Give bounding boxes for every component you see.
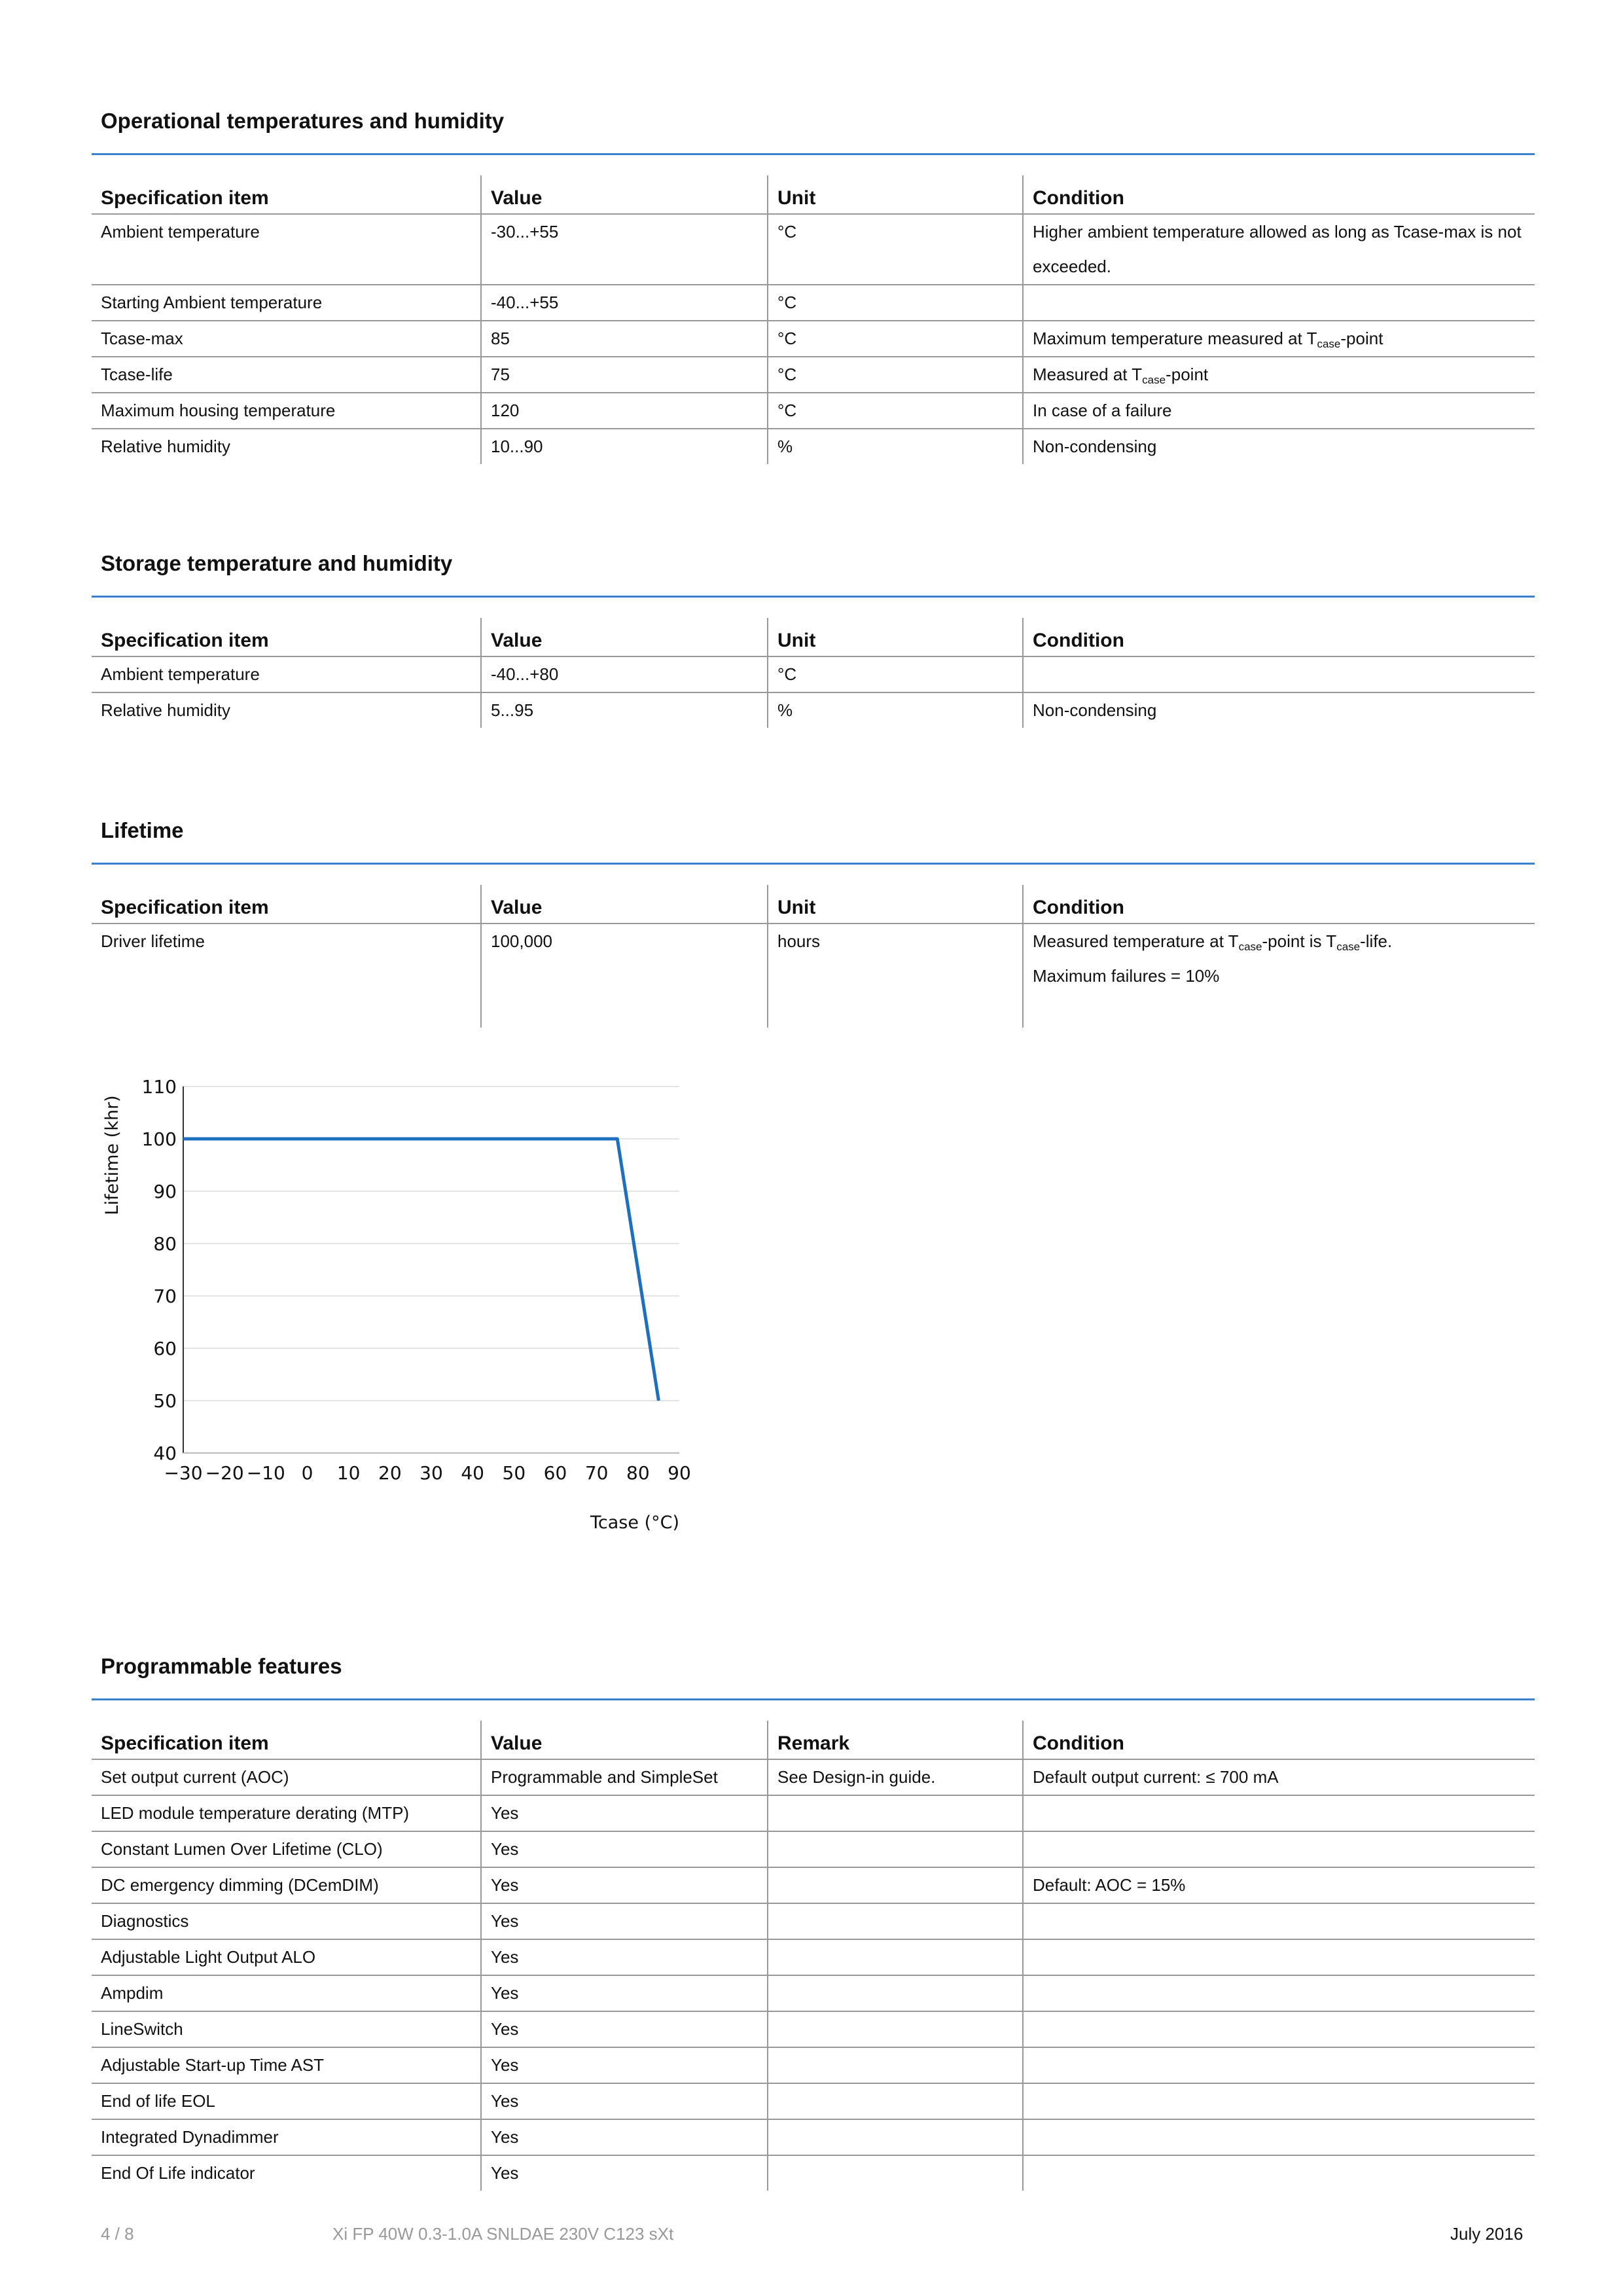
spec-condition — [1023, 1975, 1535, 2011]
condition-text: Maximum failures = 10% — [1033, 966, 1220, 986]
spec-condition — [1023, 656, 1535, 692]
product-name: Xi FP 40W 0.3-1.0A SNLDAE 230V C123 sXt — [332, 2224, 674, 2244]
section-title-lifetime: Lifetime — [101, 818, 184, 842]
table-header-row — [92, 885, 1535, 924]
spec-item: Driver lifetime — [101, 931, 205, 951]
spec-unit: % — [768, 429, 1023, 464]
x-tick-label: 40 — [461, 1462, 484, 1484]
table-row — [92, 1867, 1535, 1903]
column-header: Value — [481, 175, 768, 214]
spec-value: Yes — [481, 2119, 768, 2155]
spec-condition — [1023, 321, 1535, 357]
spec-condition: Default: AOC = 15% — [1023, 1867, 1535, 1903]
x-tick-label: 80 — [626, 1462, 650, 1484]
spec-remark — [768, 1903, 1023, 1939]
y-tick-label: 60 — [153, 1338, 177, 1359]
spec-item: Relative humidity — [101, 700, 230, 720]
x-tick-label: −10 — [246, 1462, 285, 1484]
table-row — [92, 1903, 1535, 1939]
spec-item: Ambient temperature — [92, 656, 481, 692]
x-tick-label: 50 — [502, 1462, 526, 1484]
lifetime-series-line — [183, 1139, 658, 1401]
table-row — [92, 656, 1535, 692]
spec-item: End of life EOL — [92, 2083, 481, 2119]
spec-condition: Non-condensing — [1023, 692, 1535, 728]
column-header: Condition — [1023, 1721, 1535, 1759]
spec-unit: °C — [768, 393, 1023, 429]
spec-value: Programmable and SimpleSet — [481, 1759, 768, 1795]
spec-item: Starting Ambient temperature — [92, 285, 481, 321]
x-tick-label: 60 — [543, 1462, 567, 1484]
lifetime-table — [92, 885, 1535, 1028]
y-tick-label: 50 — [153, 1390, 177, 1412]
spec-condition — [1023, 2083, 1535, 2119]
spec-item: Adjustable Light Output ALO — [92, 1939, 481, 1975]
table-row — [92, 285, 1535, 321]
spec-value: -30...+55 — [481, 214, 768, 285]
spec-remark — [768, 1831, 1023, 1867]
spec-item: Maximum housing temperature — [92, 393, 481, 429]
spec-value: Yes — [481, 1795, 768, 1831]
spec-value: 85 — [481, 321, 768, 357]
y-tick-label: 40 — [153, 1443, 177, 1464]
lifetime-chart — [92, 1060, 720, 1545]
subscript: case — [1142, 374, 1166, 386]
section-title-programmable: Programmable features — [101, 1654, 342, 1678]
table-row — [92, 1939, 1535, 1975]
spec-condition — [1023, 2155, 1535, 2191]
table-row — [92, 2083, 1535, 2119]
spec-remark — [768, 2047, 1023, 2083]
spec-item: Ambient temperature — [92, 214, 481, 285]
table-row — [92, 2155, 1535, 2191]
table-header-row — [92, 1721, 1535, 1759]
spec-unit: °C — [768, 357, 1023, 393]
condition-text: Measured at T — [1033, 365, 1143, 384]
spec-condition: In case of a failure — [1023, 393, 1535, 429]
table-row — [92, 924, 1535, 1028]
column-header: Specification item — [92, 1721, 481, 1759]
spec-value: -40...+55 — [481, 285, 768, 321]
table-header-row — [92, 175, 1535, 214]
x-axis-label: Tcase (°C) — [590, 1513, 679, 1533]
spec-remark: See Design-in guide. — [768, 1759, 1023, 1795]
spec-value: 75 — [481, 357, 768, 393]
table-row — [92, 429, 1535, 464]
condition-text: -point is T — [1262, 931, 1337, 951]
spec-value: 10...90 — [481, 429, 768, 464]
spec-value: Yes — [481, 2155, 768, 2191]
spec-value: Yes — [481, 1831, 768, 1867]
condition-text: -life. — [1360, 931, 1393, 951]
spec-condition — [1023, 1939, 1535, 1975]
spec-unit: °C — [768, 285, 1023, 321]
column-header: Value — [481, 1721, 768, 1759]
spec-remark — [768, 1975, 1023, 2011]
spec-item: Ampdim — [92, 1975, 481, 2011]
x-tick-label: 30 — [419, 1462, 443, 1484]
spec-value: 100,000 — [481, 924, 768, 1028]
x-tick-label: 0 — [301, 1462, 313, 1484]
x-tick-label: 70 — [584, 1462, 609, 1484]
y-tick-label: 90 — [153, 1181, 177, 1202]
page-number: 4 / 8 — [101, 2224, 134, 2244]
spec-item: Integrated Dynadimmer — [92, 2119, 481, 2155]
column-header: Specification item — [92, 885, 481, 924]
table-row — [92, 2119, 1535, 2155]
spec-condition — [1023, 924, 1535, 1028]
spec-value: 120 — [481, 393, 768, 429]
spec-item: Tcase-max — [92, 321, 481, 357]
table-row — [92, 692, 1535, 728]
column-header: Remark — [768, 1721, 1023, 1759]
x-tick-label: −30 — [164, 1462, 203, 1484]
spec-remark — [768, 1867, 1023, 1903]
column-header: Unit — [768, 618, 1023, 656]
section-title-operational: Operational temperatures and humidity — [101, 109, 505, 133]
spec-unit: °C — [768, 214, 1023, 285]
table-row — [92, 1975, 1535, 2011]
spec-item: Relative humidity — [101, 437, 230, 456]
column-header: Value — [481, 618, 768, 656]
chart-series — [183, 1139, 658, 1401]
table-row — [92, 1831, 1535, 1867]
table-row — [92, 214, 1535, 285]
condition-text: -point — [1166, 365, 1209, 384]
chart-axes — [183, 1086, 679, 1453]
x-tick-label: 90 — [668, 1462, 691, 1484]
section-divider — [92, 863, 1535, 865]
spec-value: Yes — [481, 1939, 768, 1975]
spec-value: 5...95 — [481, 692, 768, 728]
column-header: Specification item — [92, 618, 481, 656]
spec-condition — [1023, 2047, 1535, 2083]
y-axis-label: Lifetime (khr) — [102, 1095, 122, 1215]
spec-condition — [1023, 1903, 1535, 1939]
chart-grid — [183, 1086, 679, 1453]
spec-remark — [768, 1795, 1023, 1831]
column-header: Value — [481, 885, 768, 924]
section-divider — [92, 1698, 1535, 1700]
column-header: Condition — [1023, 175, 1535, 214]
table-row — [92, 393, 1535, 429]
spec-value: -40...+80 — [481, 656, 768, 692]
storage-table — [92, 618, 1535, 728]
document-date: July 2016 — [1450, 2224, 1524, 2244]
spec-unit: °C — [768, 656, 1023, 692]
table-header-row — [92, 618, 1535, 656]
table-row — [92, 321, 1535, 357]
subscript: case — [1238, 941, 1262, 953]
spec-item: End Of Life indicator — [101, 2163, 255, 2183]
spec-item: Set output current (AOC) — [92, 1759, 481, 1795]
column-header: Specification item — [92, 175, 481, 214]
column-header: Condition — [1023, 885, 1535, 924]
spec-remark — [768, 2155, 1023, 2191]
subscript: case — [1336, 941, 1361, 953]
spec-value: Yes — [481, 2083, 768, 2119]
spec-condition — [1023, 1831, 1535, 1867]
column-header: Unit — [768, 175, 1023, 214]
spec-remark — [768, 2011, 1023, 2047]
table-row — [92, 2011, 1535, 2047]
spec-value: Yes — [481, 2011, 768, 2047]
spec-value: Yes — [481, 1975, 768, 2011]
spec-condition — [1023, 2011, 1535, 2047]
spec-item: DC emergency dimming (DCemDIM) — [92, 1867, 481, 1903]
spec-unit: hours — [768, 924, 1023, 1028]
y-tick-label: 70 — [153, 1285, 177, 1307]
x-tick-label: 10 — [336, 1462, 361, 1484]
section-title-storage: Storage temperature and humidity — [101, 551, 453, 575]
x-tick-label: 20 — [378, 1462, 402, 1484]
section-divider — [92, 153, 1535, 155]
spec-value: Yes — [481, 2047, 768, 2083]
spec-remark — [768, 2119, 1023, 2155]
spec-condition — [1023, 2119, 1535, 2155]
x-tick-labels — [164, 1462, 690, 1484]
y-tick-labels — [142, 1076, 177, 1464]
spec-condition: Non-condensing — [1023, 429, 1535, 464]
condition-text: Maximum temperature measured at T — [1033, 329, 1317, 348]
spec-item: Diagnostics — [92, 1903, 481, 1939]
spec-item: LineSwitch — [92, 2011, 481, 2047]
spec-value: Yes — [481, 1903, 768, 1939]
spec-unit: % — [768, 692, 1023, 728]
spec-item: Constant Lumen Over Lifetime (CLO) — [92, 1831, 481, 1867]
spec-condition — [1023, 357, 1535, 393]
table-row — [92, 1759, 1535, 1795]
spec-remark — [768, 2083, 1023, 2119]
spec-condition — [1023, 285, 1535, 321]
spec-value: Yes — [481, 1867, 768, 1903]
y-tick-label: 110 — [141, 1076, 177, 1098]
table-row — [92, 2047, 1535, 2083]
condition-text: Measured temperature at T — [1033, 931, 1239, 951]
section-divider — [92, 596, 1535, 598]
table-row — [92, 357, 1535, 393]
y-tick-label: 80 — [153, 1233, 177, 1255]
table-row — [92, 1795, 1535, 1831]
column-header: Unit — [768, 885, 1023, 924]
programmable-table — [92, 1721, 1535, 2191]
spec-item: Adjustable Start-up Time AST — [92, 2047, 481, 2083]
y-tick-label: 100 — [141, 1128, 177, 1150]
operational-table — [92, 175, 1535, 464]
subscript: case — [1317, 338, 1341, 350]
spec-unit: °C — [768, 321, 1023, 357]
spec-condition: Default output current: ≤ 700 mA — [1023, 1759, 1535, 1795]
x-tick-label: −20 — [205, 1462, 244, 1484]
spec-condition: Higher ambient temperature allowed as long as Tcase-max is not exceeded. — [1023, 214, 1535, 285]
condition-text: -point — [1340, 329, 1383, 348]
spec-item: LED module temperature derating (MTP) — [92, 1795, 481, 1831]
spec-item: Tcase-life — [92, 357, 481, 393]
spec-remark — [768, 1939, 1023, 1975]
column-header: Condition — [1023, 618, 1535, 656]
spec-condition — [1023, 1795, 1535, 1831]
